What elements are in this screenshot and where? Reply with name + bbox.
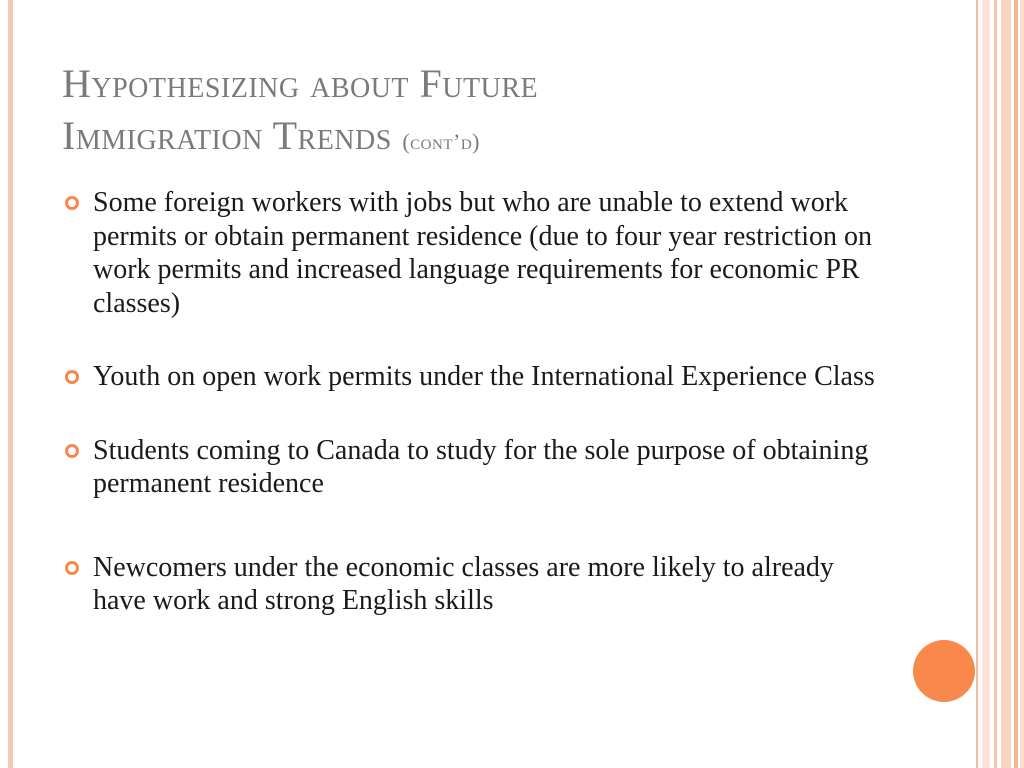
stripe — [1001, 0, 1011, 768]
stripe — [1020, 0, 1024, 768]
title-line-2-main: Immigration Trends — [62, 113, 392, 158]
bullet-text: Newcomers under the economic classes are more likely to already have work and strong English skills — [93, 551, 834, 616]
bullet-item — [62, 360, 892, 394]
bullet-text: Some foreign workers with jobs but who are unable to extend work permits or obtain permanent residence (due to four year restriction on work permits and increased language requirements for economic PR classes) — [93, 187, 873, 319]
bullet-text: Youth on open work permits under the International Experience Class — [93, 361, 875, 392]
bullet-circle-icon — [65, 370, 79, 384]
bullet-item — [62, 186, 892, 320]
right-decorative-stripes — [976, 0, 1024, 768]
bullet-item — [62, 434, 892, 501]
bullet-item — [62, 551, 892, 618]
slide-title — [62, 58, 922, 168]
title-suffix: (cont’d) — [402, 129, 480, 154]
bullet-circle-icon — [65, 196, 79, 210]
left-accent-bar — [8, 0, 13, 768]
bullet-text: Students coming to Canada to study for the sole purpose of obtaining permanent residence — [93, 434, 869, 499]
title-line-2 — [62, 110, 922, 168]
stripe — [994, 0, 997, 768]
stripe — [1014, 0, 1018, 768]
title-line-1: Hypothesizing about Future — [62, 61, 539, 106]
decorative-circle-icon — [913, 640, 975, 702]
bullet-circle-icon — [65, 444, 79, 458]
bullet-list — [62, 186, 892, 618]
stripe — [982, 0, 990, 768]
stripe — [976, 0, 978, 768]
bullet-circle-icon — [65, 561, 79, 575]
